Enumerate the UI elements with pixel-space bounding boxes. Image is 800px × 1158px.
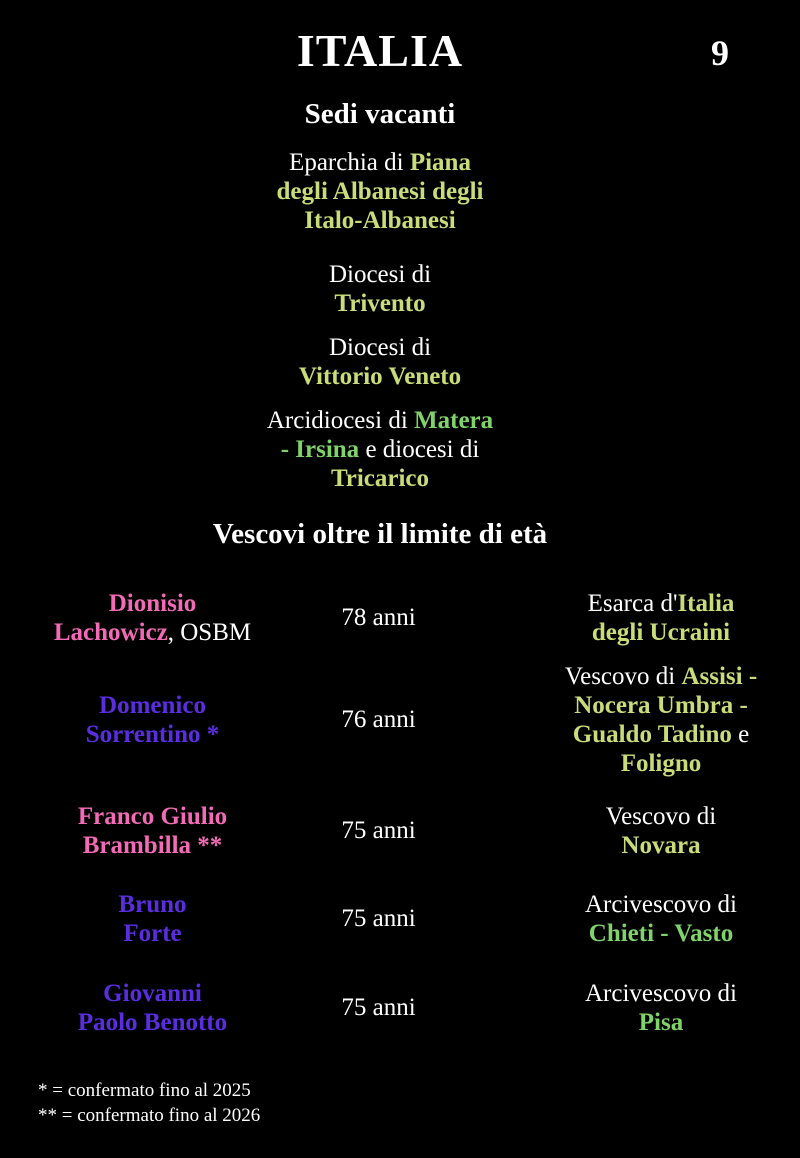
vacant-item-prefix: Diocesi di (328, 334, 432, 361)
bishop-age: 75 anni (341, 905, 416, 932)
role-prefix: Vescovo di (564, 663, 682, 690)
vacant-item-matera (200, 406, 560, 493)
role-see: Foligno (620, 750, 702, 777)
bishop-name-line: Sorrentino * (85, 721, 220, 748)
vacant-item-name: Piana (409, 149, 471, 176)
vacant-item-name: Vittorio Veneto (298, 363, 462, 390)
vacant-item-name: Tricarico (330, 465, 430, 492)
role-conjunction: e (731, 721, 750, 748)
vacant-sees-heading: Sedi vacanti (304, 98, 456, 130)
vacant-item-trivento (230, 260, 530, 318)
role-prefix: Arcivescovo di (584, 980, 738, 1007)
bishop-age: 78 anni (341, 604, 416, 631)
bishop-name (20, 691, 285, 749)
vacant-item-prefix: Eparchia di (289, 149, 410, 176)
bishop-name (20, 802, 285, 860)
bishop-name-line: Bruno (118, 891, 187, 918)
page-number: 9 (711, 33, 729, 73)
bishop-age: 76 anni (341, 706, 416, 733)
bishop-role (530, 662, 792, 778)
bishop-age: 75 anni (341, 817, 416, 844)
role-see: Novara (621, 832, 701, 859)
footnote: * = confermato fino al 2025 (38, 1080, 251, 1101)
role-see: Italia (677, 590, 735, 617)
bishop-role (530, 979, 792, 1037)
role-see: Assisi - (681, 663, 758, 690)
vacant-item-name: Trivento (334, 290, 426, 317)
bishop-order: , OSBM (167, 619, 252, 646)
role-see: Chieti - Vasto (588, 920, 734, 947)
page-title: ITALIA (296, 25, 464, 76)
bishop-name-line: Dionisio (108, 590, 197, 617)
vacant-item-name: Italo-Albanesi (304, 207, 456, 234)
bishop-name-line: Domenico (99, 692, 206, 719)
bishop-name-line: Forte (123, 920, 182, 947)
bishop-role (530, 890, 792, 948)
vacant-item-prefix: Diocesi di (328, 261, 432, 288)
bishop-name (20, 589, 285, 647)
vacant-item-suffix: e diocesi di (359, 436, 480, 463)
bishop-name-line: Paolo Benotto (77, 1009, 228, 1036)
footnote: ** = confermato fino al 2026 (38, 1105, 261, 1126)
bishop-name-line: Giovanni (103, 980, 202, 1007)
vacant-item-name: - Irsina (280, 436, 360, 463)
bishop-name (20, 890, 285, 948)
bishop-age: 75 anni (341, 994, 416, 1021)
role-see: Nocera Umbra - (574, 692, 748, 719)
vacant-item-name: Matera (414, 407, 494, 434)
bishop-role (530, 589, 792, 647)
role-see: degli Ucraini (591, 619, 731, 646)
role-see: Gualdo Tadino (572, 721, 732, 748)
bishops-heading: Vescovi oltre il limite di età (212, 518, 548, 550)
role-prefix: Vescovo di (605, 803, 717, 830)
bishop-name-line: Lachowicz (53, 619, 168, 646)
role-prefix: Esarca d' (587, 590, 678, 617)
bishop-name (20, 979, 285, 1037)
role-prefix: Arcivescovo di (584, 891, 738, 918)
bishop-name-line: Brambilla ** (82, 832, 223, 859)
bishop-role (530, 802, 792, 860)
vacant-item-vittorio-veneto (230, 333, 530, 391)
bishop-name-line: Franco Giulio (77, 803, 228, 830)
vacant-item-prefix: Arcidiocesi di (266, 407, 415, 434)
vacant-item-name: degli Albanesi degli (276, 178, 484, 205)
vacant-item-piana (230, 148, 530, 235)
role-see: Pisa (638, 1009, 684, 1036)
